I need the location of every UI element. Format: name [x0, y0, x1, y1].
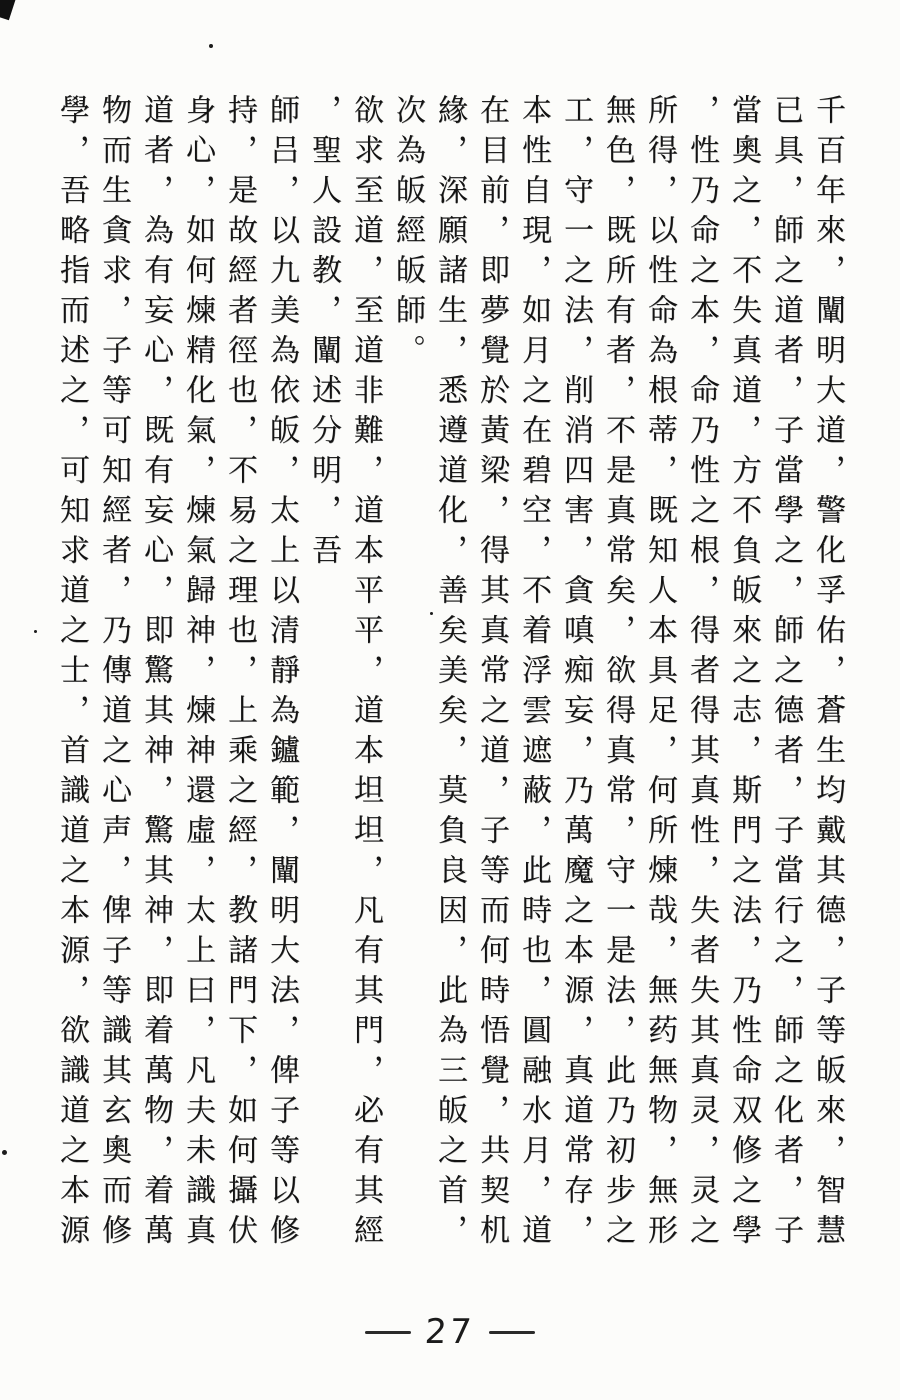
page-number: 27 — [423, 1312, 477, 1352]
text-column: 學，吾略指而述之，可知求道之士，首識道之本源，欲識道之本源 — [55, 94, 88, 1254]
text-column: ，性乃命之本，命乃性之根，得者得其真性，失者失其真灵，灵之 — [685, 94, 718, 1254]
text-column: 持，是故經者徑也，不易之理也，上乘之經，教諸門下，如何攝伏 — [223, 94, 256, 1254]
text-column: 在目前，即夢覺於黃梁，得其真常之道，子等而何時悟覺，共契机 — [475, 94, 508, 1254]
text-column: 工，守一之法，削消四害，貪嗔痴妄，乃萬魔之本源，真道常存， — [559, 94, 592, 1254]
text-column: 無色，既所有者，不是真常矣，欲得真常，守一是法，此乃初步之 — [601, 94, 634, 1254]
text-column: 千百年來，闡明大道，警化孚佑，蒼生均戴其德，子等皈來，智慧 — [811, 94, 844, 1254]
scan-speck — [2, 1150, 7, 1155]
scan-speck — [34, 630, 37, 633]
text-column: 本性自現，如月之在碧空，不着浮雲遮蔽，此時也，圓融水月，道 — [517, 94, 550, 1254]
text-column: 緣，深願諸生，悉遵道化，善矣美矣，莫負良因，此為三皈之首， — [433, 94, 466, 1254]
text-column: 所得，以性命為根蒂，既知人本具足，何所煉哉，無药無物，無形 — [643, 94, 676, 1254]
text-column: 已具，師之道者，子當學之，師之德者，子當行之，師之化者，子 — [769, 94, 802, 1254]
text-column: 師吕，以九美為依皈，太上以清靜為鑪範，闡明大法，俾子等以修 — [265, 94, 298, 1254]
page-footer — [0, 1312, 900, 1352]
text-column: 道者，為有妄心，既有妄心，即驚其神，驚其神，即着萬物，着萬 — [139, 94, 172, 1254]
text-columns — [48, 94, 848, 1304]
text-column: 欲求至道，至道非難，道本平平，道本坦坦，凡有其門，必有其經 — [349, 94, 382, 1254]
footer-dash-left — [365, 1331, 411, 1334]
text-column: ，聖人設教，闡述分明，吾 — [307, 94, 340, 574]
footer-dash-right — [489, 1331, 535, 1334]
scan-corner-artifact — [0, 0, 16, 20]
text-column: 當奧之，不失真道，方不負皈來之志，斯門之法，乃性命双修之學 — [727, 94, 760, 1254]
text-column: 身心，如何煉精化氣，煉氣歸神，煉神還虛，太上曰，凡夫未識真 — [181, 94, 214, 1254]
scan-speck — [209, 44, 213, 48]
text-column: 次為皈經皈師。 — [391, 94, 424, 374]
text-column: 物而生貪求，子等可知經者，乃傳道之心声，俾子等識其玄奧而修 — [97, 94, 130, 1254]
